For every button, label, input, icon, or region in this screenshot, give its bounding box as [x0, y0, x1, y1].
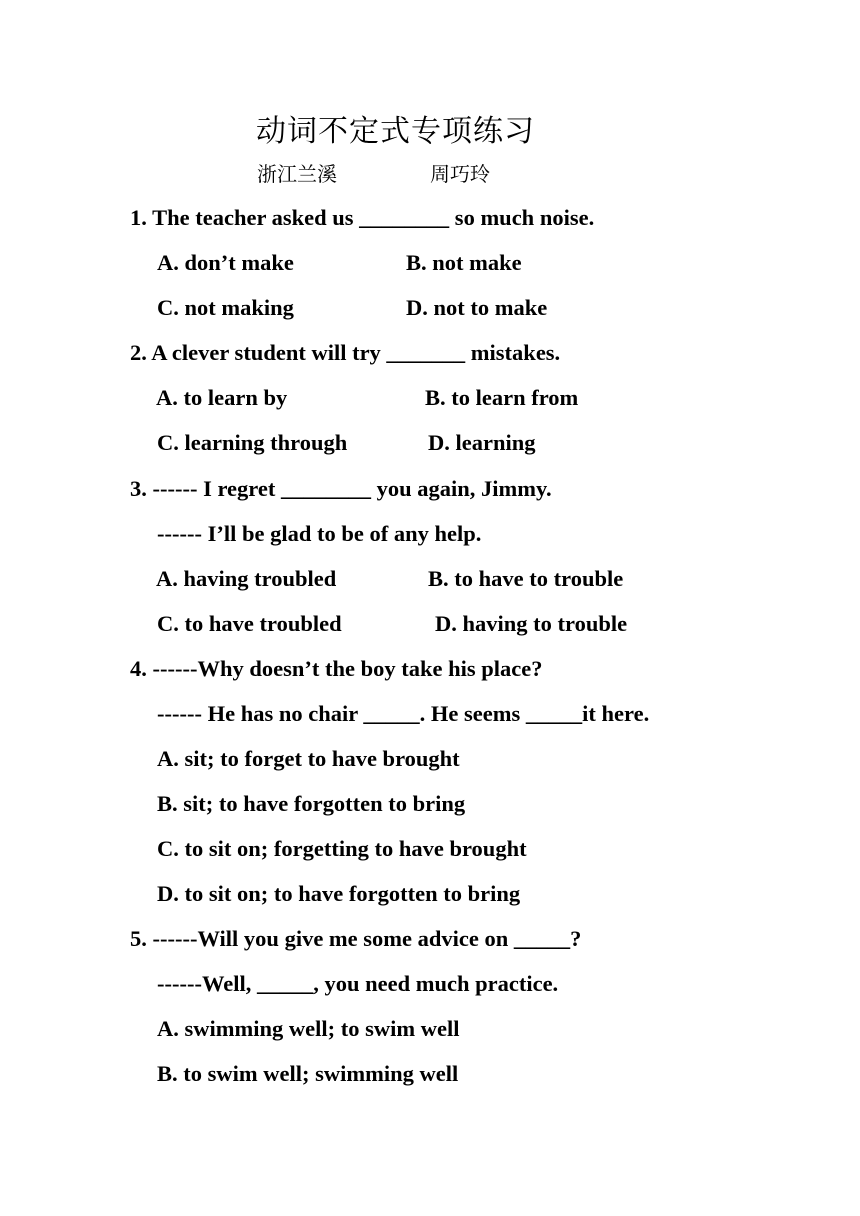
question-2-option-a: A. to learn by: [156, 385, 288, 410]
question-5-option-b: B. to swim well; swimming well: [157, 1061, 459, 1086]
question-4-option-c: C. to sit on; forgetting to have brought: [157, 836, 527, 861]
question-3-reply: ------ I’ll be glad to be of any help.: [157, 521, 482, 546]
question-4-option-a: A. sit; to forget to have brought: [157, 746, 460, 771]
question-3-option-c: C. to have troubled: [157, 611, 342, 636]
question-1-option-b: B. not make: [406, 250, 522, 275]
question-2-stem: 2. A clever student will try _______ mistakes.: [130, 340, 561, 365]
author-name: 周巧玲: [430, 162, 490, 186]
question-4-option-d: D. to sit on; to have forgotten to bring: [157, 881, 521, 906]
question-2-option-c: C. learning through: [157, 430, 348, 455]
question-5-option-a: A. swimming well; to swim well: [157, 1016, 460, 1041]
question-1-option-a: A. don’t make: [157, 250, 294, 275]
question-1-option-c: C. not making: [157, 295, 294, 320]
page-title: 动词不定式专项练习: [256, 114, 535, 149]
question-4-stem: 4. ------Why doesn’t the boy take his place?: [130, 656, 543, 681]
question-3-option-d: D. having to trouble: [435, 611, 628, 636]
question-4-reply: ------ He has no chair _____. He seems _____it here.: [157, 701, 650, 726]
question-1-option-d: D. not to make: [406, 295, 548, 320]
question-1-stem: 1. The teacher asked us ________ so much noise.: [130, 205, 595, 230]
author-location: 浙江兰溪: [257, 162, 337, 186]
question-5-reply: ------Well, _____, you need much practice.: [157, 971, 559, 996]
question-5-stem: 5. ------Will you give me some advice on _____?: [130, 926, 582, 951]
question-3-option-b: B. to have to trouble: [428, 566, 624, 591]
question-2-option-d: D. learning: [428, 430, 536, 455]
question-2-option-b: B. to learn from: [425, 385, 579, 410]
question-3-stem: 3. ------ I regret ________ you again, Jimmy.: [130, 476, 552, 501]
question-4-option-b: B. sit; to have forgotten to bring: [157, 791, 466, 816]
question-3-option-a: A. having troubled: [156, 566, 337, 591]
